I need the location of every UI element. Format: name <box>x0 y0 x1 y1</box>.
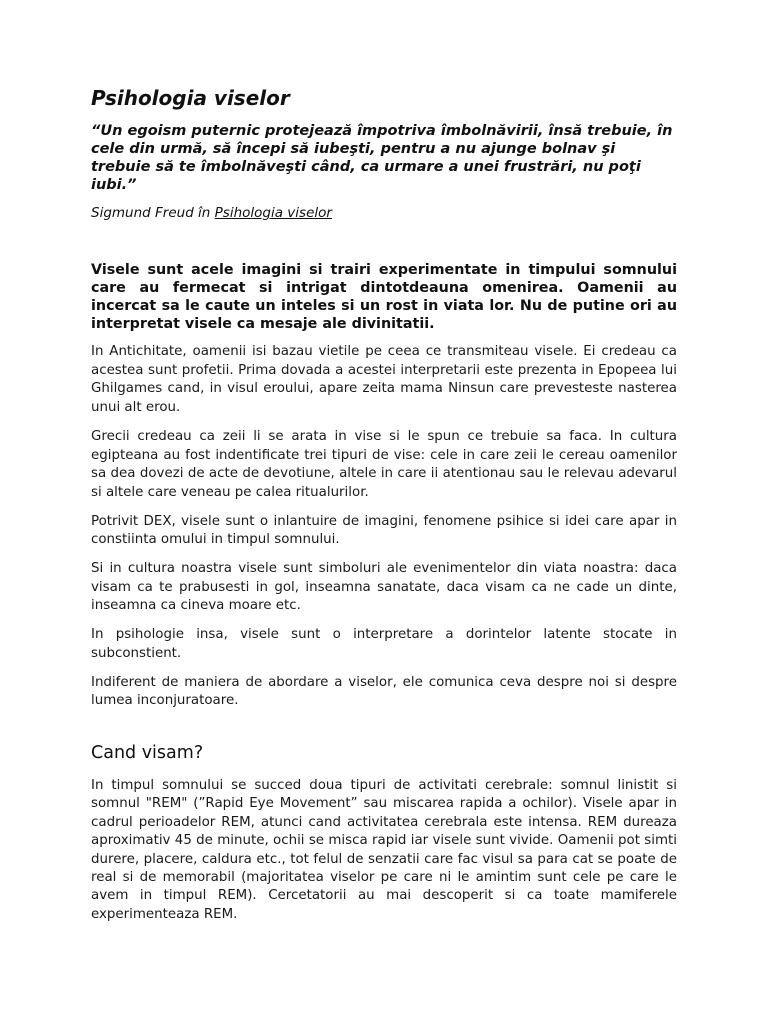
body-paragraph-indiferent: Indiferent de maniera de abordare a viselor, ele comunica ceva despre noi si despre lumea inconjuratoare. <box>91 674 677 709</box>
quote-attribution <box>91 204 677 222</box>
body-paragraph-cultura: Si in cultura noastra visele sunt simboluri ale evenimentelor din viata noastra: daca visam ca te prabusesti in gol, inseamna sanatate, daca visam ca ne cade un dinte, inseamna ca cineva moare etc. <box>91 561 677 614</box>
freud-quote: “Un egoism puternic protejează împotriva îmbolnăvirii, însă trebuie, în cele din urmă, să începi să iubeşti, pentru a nu ajunge bolnav şi trebuie să te îmbolnăveşti când, ca urmare a unei frustrări, nu poţi iubi.” <box>91 123 673 193</box>
body-paragraph-psihologie: In psihologie insa, visele sunt o interpretare a dorintelor latente stocate in subconstient. <box>91 627 677 661</box>
body-paragraph-grecii: Grecii credeau ca zeii li se arata in vise si le spun ce trebuie sa faca. In cultura egipteana au fost indentificate trei tipuri de vise: cele in care zeii le cereau oamenilor sa dea dovezi de acte de devotiune, altele in care ii atentionau sau le relevau adevarul si altele care veneau pe calea ritualurilor. <box>91 428 677 500</box>
body-paragraph-dex: Potrivit DEX, visele sunt o inlantuire de imagini, fenomene psihice si idei care apar in constiinta omului in timpul somnului. <box>91 513 677 548</box>
intro-paragraph: Visele sunt acele imagini si trairi experimentate in timpului somnului care au fermecat si intrigat dintotdeauna omenirea. Oamenii au incercat sa le caute un inteles si un rost in viata lor. Nu de putine ori au interpretat visele ca mesaje ale divinitatii. <box>91 262 677 332</box>
document-content <box>91 85 677 924</box>
attribution-book-link[interactable]: Psihologia viselor <box>214 205 332 221</box>
section-heading: Cand visam? <box>91 742 204 763</box>
page-title: Psihologia viselor <box>91 86 290 110</box>
attribution-author: Sigmund Freud în <box>91 205 215 221</box>
section-paragraph: In timpul somnului se succed doua tipuri de activitati cerebrale: somnul linistit si somnul "REM" (”Rapid Eye Movement” sau miscarea rapida a ochilor). Visele apar in cadrul perioadelor REM, atunci cand activitatea cerebrala este intensa. REM dureaza aproximativ 45 de minute, ochii se misca rapid iar visele sunt vivide. Oamenii pot simti durere, placere, caldura etc., tot felul de senzatii care fac visul sa para cat se poate de real si de memorabil (majoritatea viselor pe care ni le amintim sunt cele pe care le avem in timpul REM). Cercetatorii au mai descoperit si ca toate mamiferele experimenteaza REM. <box>91 777 677 922</box>
body-paragraph-antichitate: In Antichitate, oamenii isi bazau vietile pe ceea ce transmiteau visele. Ei credeau ca acestea sunt profetii. Prima dovada a acestei interpretarii este prezenta in Epopeea lui Ghilgames cand, in visul eroului, apare zeita mama Ninsun care prevesteste nasterea unui alt erou. <box>91 344 677 416</box>
